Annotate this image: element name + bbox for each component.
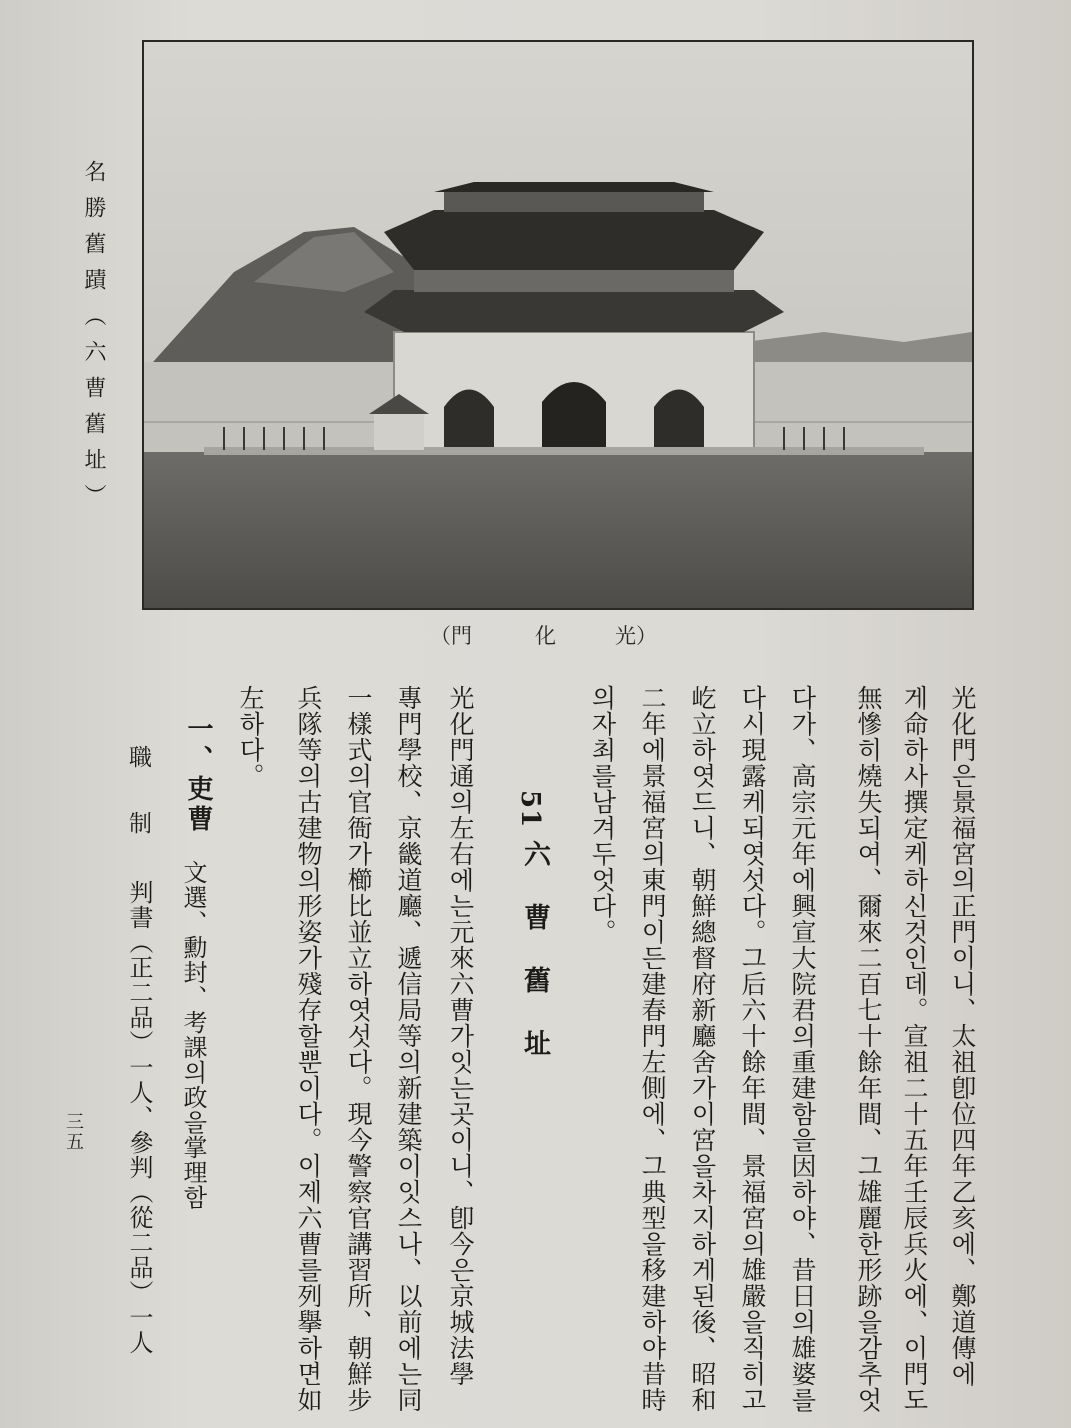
body-column-4: 다가、高宗元年에興宣大院君의重建함을因하야、昔日의雄婆를 [788, 685, 817, 1413]
section-number: 51 [515, 790, 545, 829]
section-column-3: 一樣式의官衙가櫛比並立하엿섯다。現今警察官講習所、朝鮮步 [344, 685, 373, 1413]
body-column-5: 다시現露케되엿섯다。그后六十餘年間、景福宮의雄嚴을직히고 [738, 685, 767, 1413]
section-column-2: 專門學校、京畿道廳、遞信局等의新建築이잇스나、以前에는同 [394, 685, 423, 1413]
gate-illustration [144, 42, 972, 608]
section-column-5: 左하다。 [236, 685, 265, 789]
gwanghwamun-photo [142, 40, 974, 610]
body-column-2: 게命하사撰定케하신것인데。宣祖二十五年壬辰兵火에、이門도 [900, 685, 929, 1413]
body-column-7: 二年에景福宮의東門이든建春門左側에、그典型을移建하야昔時 [638, 685, 667, 1413]
running-head: 名勝舊蹟（六曹舊址） [81, 160, 106, 520]
caption-mid: 化 [535, 624, 556, 648]
item-description: 文選、勳封、考課의政을掌理함 [179, 860, 207, 1210]
page-number: 三五 [63, 1112, 84, 1152]
body-column-3: 無慘히燒失되여、爾來二百七十餘年間、그雄麗한形跡을감추엇 [854, 685, 883, 1413]
staff-label: 職 制 [125, 745, 151, 844]
section-column-4: 兵隊等의古建物의形姿가殘存할뿐이다。이제六曹를列擧하면如 [294, 685, 323, 1413]
photo-caption [430, 620, 670, 650]
caption-close: 光） [615, 624, 657, 648]
body-column-1: 光化門은景福宮의正門이니、太祖卽位四年乙亥에、鄭道傳에 [948, 685, 977, 1387]
body-column-6: 屹立하엿드니、朝鮮總督府新廳舍가이宮을차지하게된後、昭和 [688, 685, 717, 1413]
section-column-1: 光化門通의左右에는元來六曹가잇는곳이니、卽今은京城法學 [446, 685, 475, 1387]
item-label: 一、吏曹 [183, 715, 213, 835]
staff-description: 判書（正二品）一人、參判（從二品）一人 [125, 880, 153, 1355]
caption-open: （門 [430, 624, 472, 648]
body-column-8: 의자최를남겨두엇다。 [588, 685, 617, 945]
section-title: 六曹舊址 [519, 840, 550, 1092]
